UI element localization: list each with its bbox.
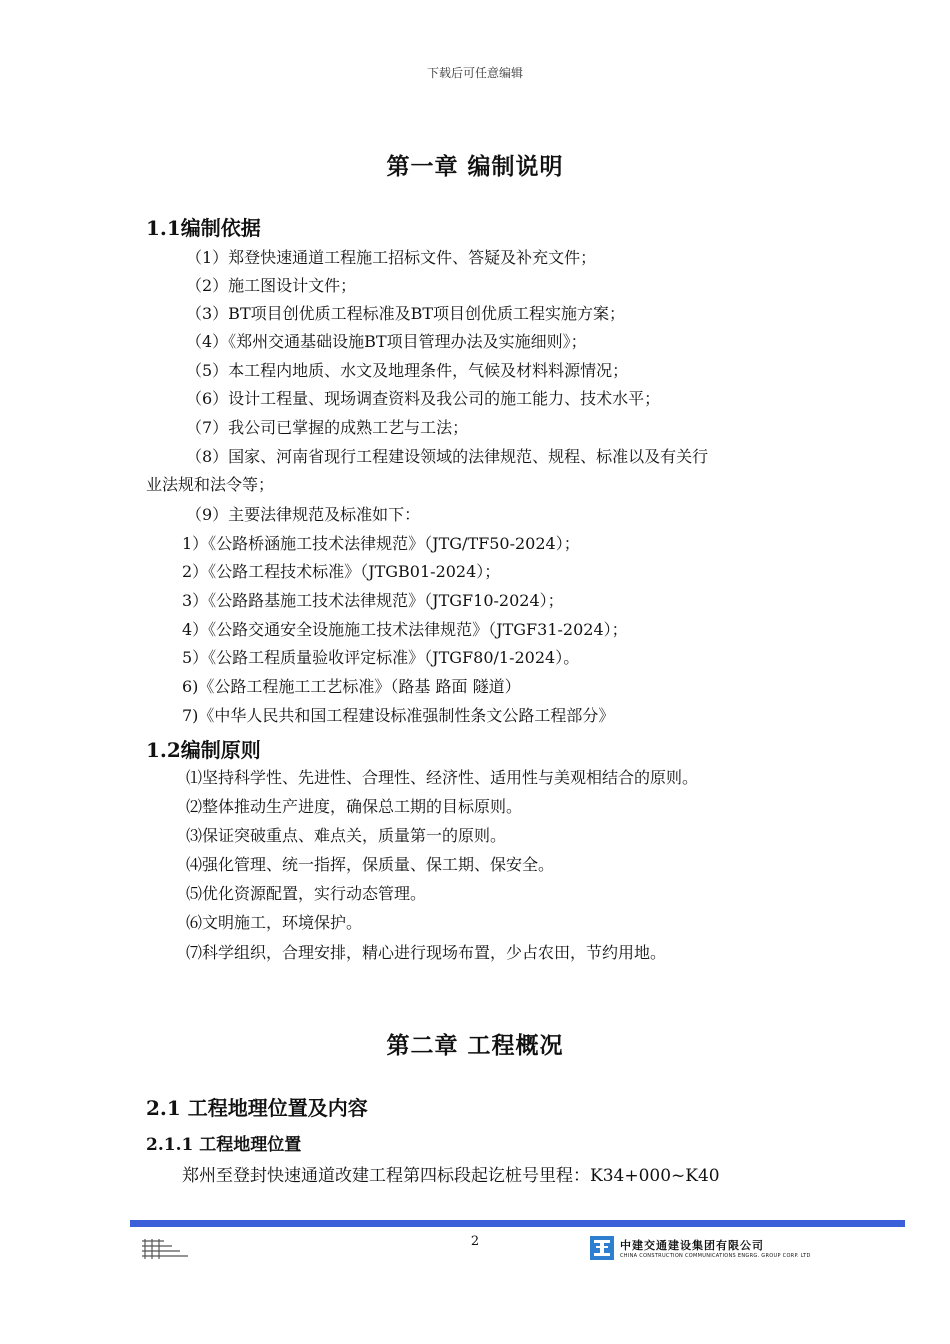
basis-item-5: （5）本工程内地质、水文及地理条件，气候及材料料源情况； <box>186 361 629 380</box>
principle-item-5: ⑸优化资源配置，实行动态管理。 <box>186 884 427 903</box>
basis-item-2: （2）施工图设计文件； <box>186 276 357 295</box>
principle-item-6: ⑹文明施工，环境保护。 <box>186 913 363 932</box>
header-note: 下载后可任意编辑 <box>426 66 523 80</box>
chapter-1-title: 第一章 编制说明 <box>386 153 564 180</box>
principle-item-7: ⑺科学组织，合理安排，精心进行现场布置，少占农田，节约用地。 <box>186 943 667 962</box>
principle-item-4: ⑷强化管理、统一指挥，保质量、保工期、保安全。 <box>186 855 555 874</box>
principle-item-2: ⑵整体推动生产进度，确保总工期的目标原则。 <box>186 797 523 816</box>
company-logo-icon <box>590 1236 614 1260</box>
basis-item-9: （9）主要法律规范及标准如下： <box>186 505 421 524</box>
standard-item-4: 4）《公路交通安全设施施工技术法律规范》（JTGF31-2024）； <box>182 620 628 639</box>
principle-item-3: ⑶保证突破重点、难点关，质量第一的原则。 <box>186 826 507 845</box>
standard-item-3: 3）《公路路基施工技术法律规范》（JTGF10-2024）； <box>182 591 564 610</box>
basis-item-8-continued: 业法规和法令等； <box>146 475 275 494</box>
principle-item-1: ⑴坚持科学性、先进性、合理性、经济性、适用性与美观相结合的原则。 <box>186 768 699 787</box>
basis-item-8: （8）国家、河南省现行工程建设领域的法律规范、规程、标准以及有关行 <box>186 447 709 466</box>
standard-item-7: 7)《中华人民共和国工程建设标准强制性条文公路工程部分》 <box>182 706 615 725</box>
basis-item-6: （6）设计工程量、现场调查资料及我公司的施工能力、技术水平； <box>186 389 661 408</box>
basis-item-3: （3）BT项目创优质工程标准及BT项目创优质工程实施方案； <box>186 304 626 323</box>
basis-item-4: （4）《郑州交通基础设施BT项目管理办法及实施细则》； <box>186 332 587 351</box>
basis-item-7: （7）我公司已掌握的成熟工艺与工法； <box>186 418 469 437</box>
standard-item-6: 6)《公路工程施工工艺标准》（路基 路面 隧道） <box>182 677 521 696</box>
footer-divider-bar <box>130 1220 905 1227</box>
section-1-2-heading: 1.2编制原则 <box>146 738 261 762</box>
standard-item-1: 1）《公路桥涵施工技术法律规范》（JTG/TF50-2024）； <box>182 534 580 553</box>
section-2-1-heading: 2.1 工程地理位置及内容 <box>146 1096 368 1120</box>
page-number: 2 <box>470 1234 480 1249</box>
basis-item-1: （1）郑登快速通道工程施工招标文件、答疑及补充文件； <box>186 248 597 267</box>
standard-item-2: 2）《公路工程技术标准》（JTGB01-2024）； <box>182 562 501 581</box>
company-name-en: CHINA CONSTRUCTION COMMUNICATIONS ENGRG. GROUP CORP. LTD <box>620 1253 811 1259</box>
location-text: 郑州至登封快速通道改建工程第四标段起讫桩号里程：K34+000~K40 <box>182 1166 720 1186</box>
footer-left-logo-icon <box>142 1238 190 1260</box>
chapter-2-title: 第二章 工程概况 <box>386 1032 564 1059</box>
company-name: 中建交通建设集团有限公司 <box>620 1239 764 1252</box>
section-1-1-heading: 1.1编制依据 <box>146 216 261 240</box>
section-2-1-1-heading: 2.1.1 工程地理位置 <box>146 1135 302 1155</box>
standard-item-5: 5）《公路工程质量验收评定标准》（JTGF80/1-2024）。 <box>182 648 580 667</box>
